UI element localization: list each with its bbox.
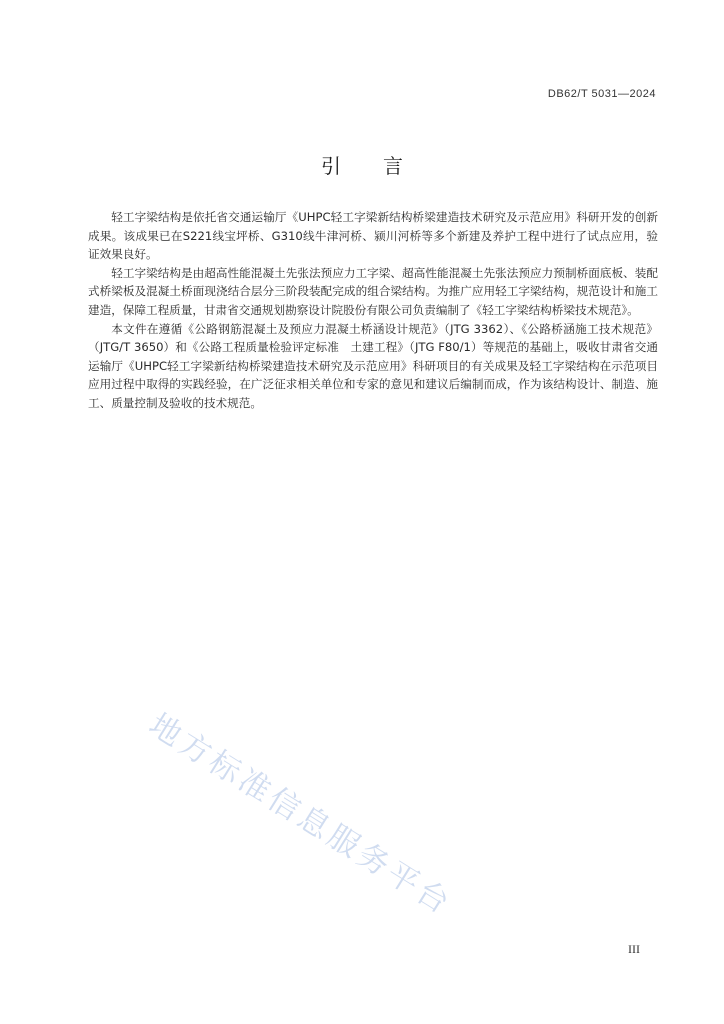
paragraph-3: 本文件在遵循《公路钢筋混凝土及预应力混凝土桥涵设计规范》（JTG 3362）、《公路桥涵施工技术规范》（JTG/T 3650）和《公路工程质量检验评定标准 土建工程》（JTG F80/1）等规范的基础上，吸收甘肃省交通运输厅《UHPC轻工字梁新结构桥梁建造技术研究及示范应用》科研项目的有关成果及轻工字梁结构在示范项目应用过程中取得的实践经验，在广泛征求相关单位和专家的意见和建议后编制而成，作为该结构设计、制造、施工、质量控制及验收的技术规范。: [88, 321, 658, 410]
page-number: III: [628, 942, 640, 956]
watermark: 地方标准信息服务平台: [142, 706, 459, 923]
document-code: DB62/T 5031—2024: [547, 88, 656, 100]
paragraph-1: 轻工字梁结构是依托省交通运输厅《UHPC轻工字梁新结构桥梁建造技术研究及示范应用》科研开发的创新成果。该成果已在S221线宝坪桥、G310线牛津河桥、颍川河桥等多个新建及养护工程中进行了试点应用，验证效果良好。: [88, 210, 658, 262]
paragraph-2: 轻工字梁结构是由超高性能混凝土先张法预应力工字梁、超高性能混凝土先张法预应力预制桥面底板、装配式桥梁板及混凝土桥面现浇结合层分三阶段装配完成的组合梁结构。为推广应用轻工字梁结构，规范设计和施工建造，保障工程质量，甘肃省交通规划勘察设计院股份有限公司负责编制了《轻工字梁结构桥梁技术规范》。: [88, 265, 658, 317]
introduction-body: [88, 208, 658, 413]
page-title: 引言: [321, 154, 445, 178]
